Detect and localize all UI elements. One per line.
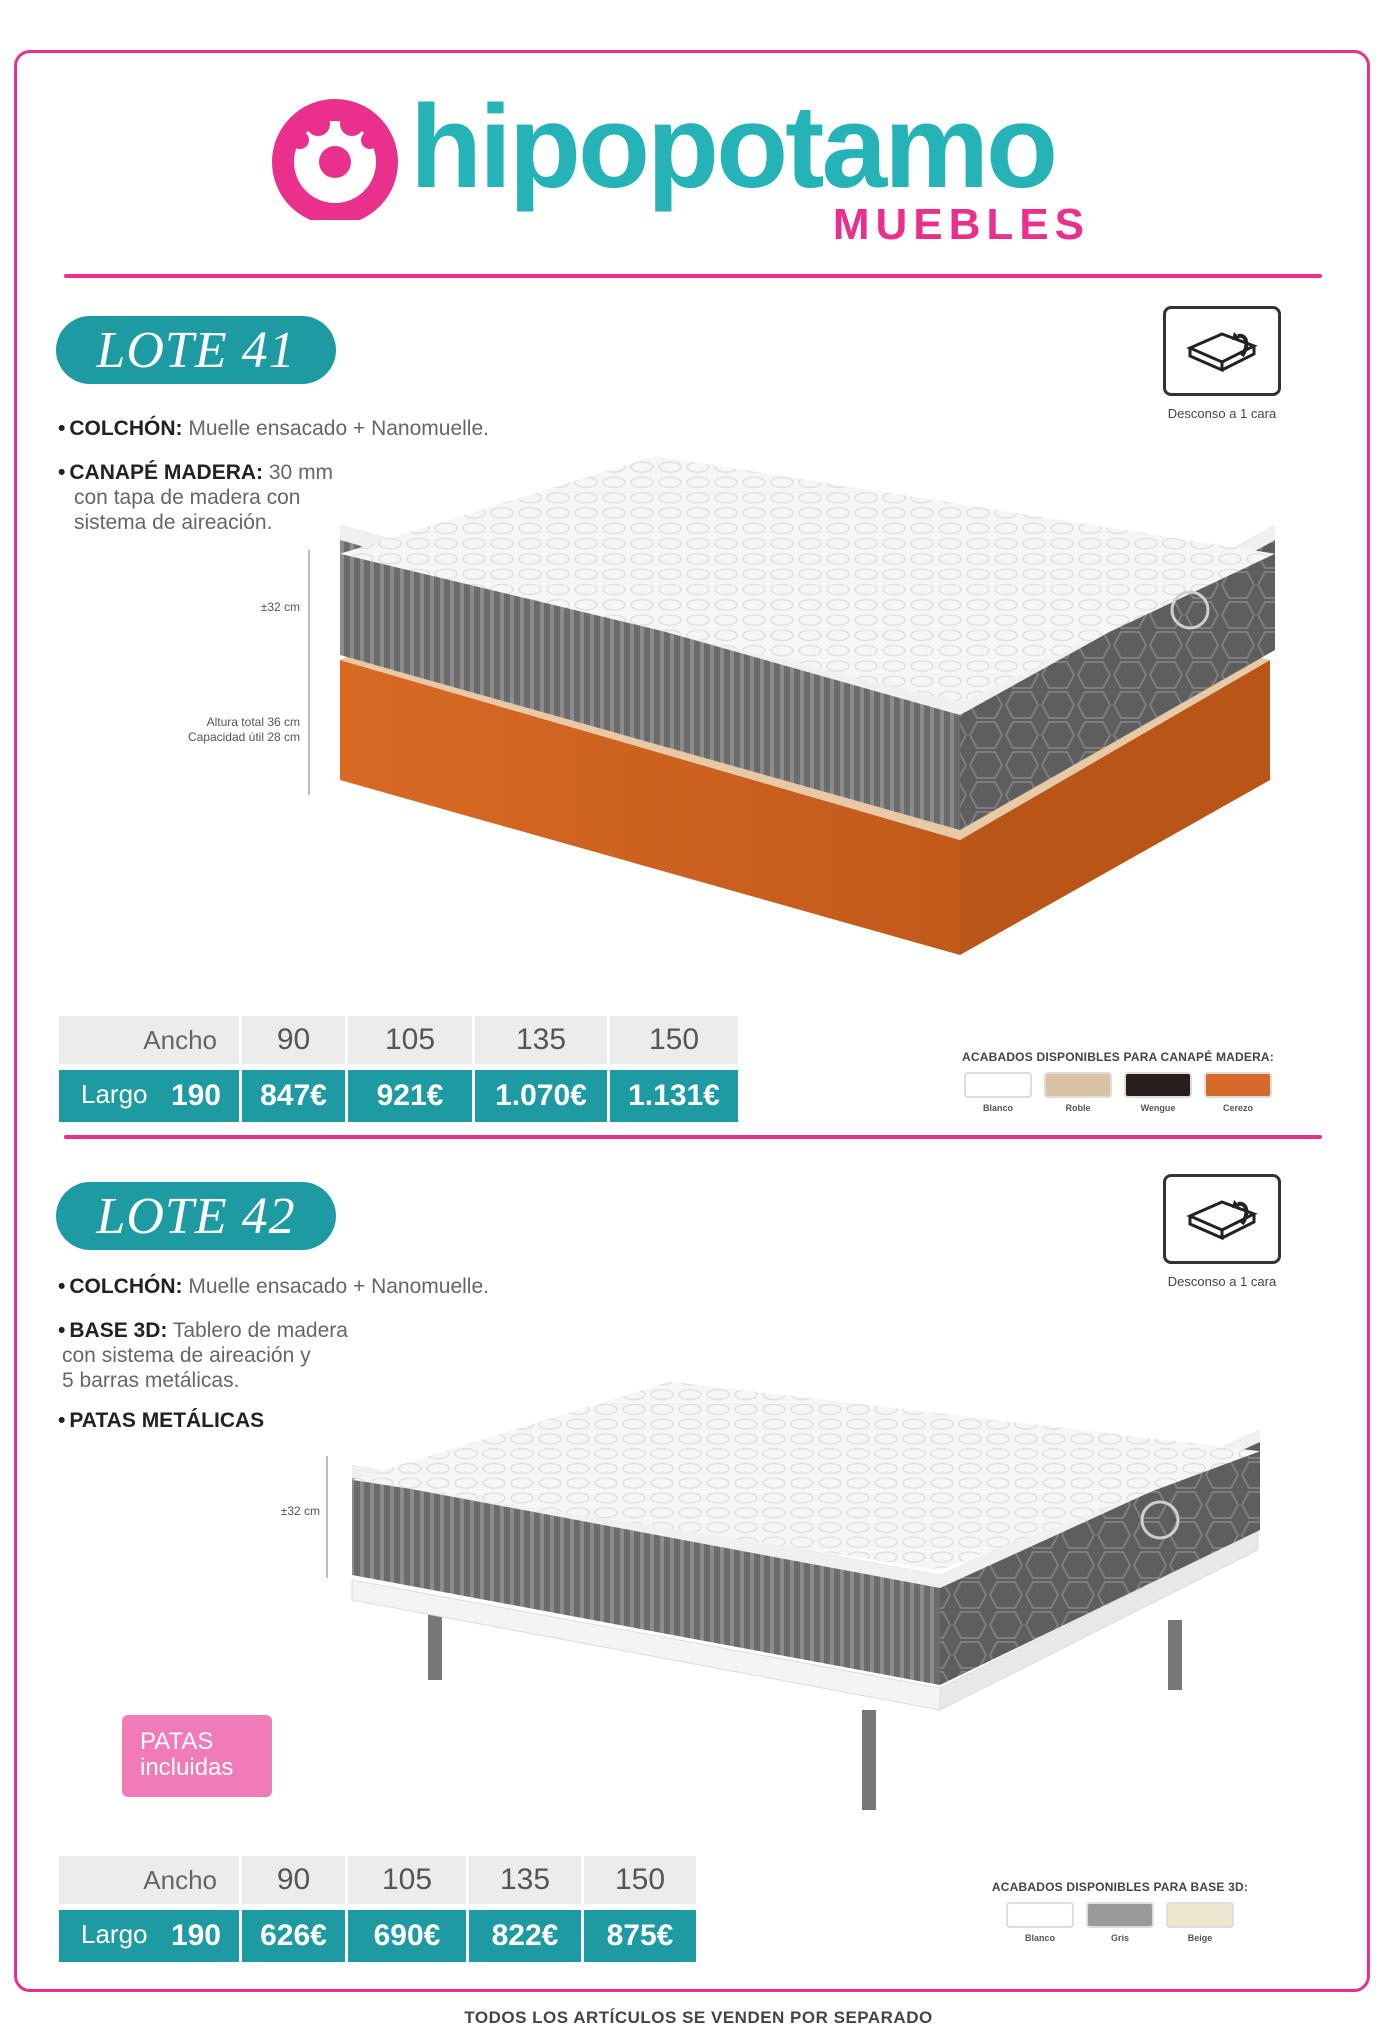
finish-swatches [948,1072,1288,1113]
spec-text-line: con tapa de madera con [74,486,301,509]
finish-swatch [1166,1902,1234,1943]
brand-logo [270,80,1090,260]
width-cell: 150 [610,1016,738,1064]
largo-cell [59,1070,239,1122]
spec-text: 30 mm [268,461,334,484]
price-cell: 1.070€ [475,1070,607,1122]
price-cell: 875€ [584,1910,696,1962]
width-cell: 105 [348,1856,466,1904]
price-cell: 690€ [348,1910,466,1962]
largo-value: 190 [170,1919,221,1952]
finish-label: Roble [1065,1103,1091,1113]
width-cell: 90 [242,1016,345,1064]
finish-label: Blanco [1024,1933,1055,1943]
dimension-line [308,550,310,795]
price-cell: 822€ [469,1910,581,1962]
finish-label: Wengue [1140,1103,1176,1113]
width-cell: 135 [469,1856,581,1904]
lote-42-spec-patas: • PATAS METÁLICAS [58,1409,265,1432]
finish-label: Beige [1187,1933,1213,1943]
lote-42-price-table [56,1856,699,1962]
lote-41-care-badge [1162,306,1282,421]
price-cell: 1.131€ [610,1070,738,1122]
brand-name: hipopotamo [410,81,1056,213]
finish-color [1086,1902,1154,1928]
patas-line-1: PATAS [140,1728,214,1755]
finish-color [1006,1902,1074,1928]
spec-label: BASE 3D: [69,1319,168,1342]
lote-42-spec-base: • BASE 3D: Tablero de madera con sistema de aireación y 5 barras metálicas. [58,1319,348,1392]
lote-41-title: LOTE 41 [56,316,336,384]
finish-color [1204,1072,1272,1098]
lote-42-spec-colchon: • COLCHÓN: Muelle ensacado + Nanomuelle. [58,1275,489,1298]
spec-text-line: 5 barras metálicas. [62,1369,240,1392]
finish-color [1044,1072,1112,1098]
dimension-total [110,715,300,745]
finish-label: Blanco [982,1103,1013,1113]
finish-swatch [964,1072,1032,1113]
largo-value: 190 [170,1079,221,1112]
largo-label: Largo [81,1919,148,1949]
finish-label: Gris [1110,1933,1129,1943]
lote-42-title: LOTE 42 [56,1182,336,1250]
width-cell: 135 [475,1016,607,1064]
lote-41-spec-canape: • CANAPÉ MADERA: 30 mm con tapa de madera con sistema de aireación. [58,461,334,534]
spec-label: CANAPÉ MADERA: [69,461,264,484]
spec-label: COLCHÓN: [69,417,183,440]
width-row [59,1016,738,1064]
price-cell: 921€ [348,1070,472,1122]
width-cell: 150 [584,1856,696,1904]
lote-41-price-table [56,1016,741,1122]
ancho-label: Ancho [59,1016,239,1064]
width-cell: 105 [348,1016,472,1064]
lote-42-finishes [980,1880,1260,1943]
finishes-title: ACABADOS DISPONIBLES PARA CANAPÉ MADERA: [961,1050,1274,1064]
spec-text-line: sistema de aireación. [74,511,273,534]
canape-bed-image [320,450,1280,970]
dimension-capacity: Capacidad útil 28 cm [187,730,300,744]
dimension-line [326,1456,328,1578]
width-row [59,1856,696,1904]
legs-included-badge [122,1715,272,1797]
lote-41-finishes [948,1050,1288,1113]
finish-swatch [1006,1902,1074,1943]
finish-color [964,1072,1032,1098]
care-label: Desconso a 1 cara [1167,406,1277,421]
dimension-mattress: ±32 cm [260,600,300,614]
price-row [59,1910,696,1962]
finish-swatch [1204,1072,1272,1113]
divider-middle [64,1135,1322,1139]
largo-cell [59,1910,239,1962]
lote-42-care-badge [1162,1174,1282,1289]
brand-subtitle: MUEBLES [832,200,1090,249]
largo-label: Largo [81,1079,148,1109]
footer-note: TODOS LOS ARTÍCULOS SE VENDEN POR SEPARADO [464,2008,933,2027]
spec-label: PATAS METÁLICAS [69,1409,265,1432]
price-cell: 847€ [242,1070,345,1122]
one-side-mattress-icon [1163,1174,1281,1264]
hippo-logo-icon [270,90,400,220]
finish-swatch [1044,1072,1112,1113]
finish-swatches [980,1902,1260,1943]
price-cell: 626€ [242,1910,345,1962]
care-label: Desconso a 1 cara [1167,1274,1277,1289]
one-side-mattress-icon [1163,306,1281,396]
spec-label: COLCHÓN: [69,1275,183,1298]
dimension-total-height: Altura total 36 cm [206,715,300,729]
divider-top [64,274,1322,278]
spec-text: Muelle ensacado + Nanomuelle. [188,417,489,440]
price-row [59,1070,738,1122]
finish-label: Cerezo [1222,1103,1253,1113]
base-3d-bed-image [340,1370,1280,1820]
finish-color [1166,1902,1234,1928]
spec-text: Muelle ensacado + Nanomuelle. [188,1275,489,1298]
dimension-mattress: ±32 cm [280,1504,320,1518]
spec-text-line: con sistema de aireación y [62,1344,311,1367]
finish-color [1124,1072,1192,1098]
lote-41-spec-colchon: • COLCHÓN: Muelle ensacado + Nanomuelle. [58,417,489,440]
finish-swatch [1086,1902,1154,1943]
ancho-label: Ancho [59,1856,239,1904]
width-cell: 90 [242,1856,345,1904]
spec-text: Tablero de madera [172,1319,348,1342]
finishes-title: ACABADOS DISPONIBLES PARA BASE 3D: [991,1880,1249,1894]
finish-swatch [1124,1072,1192,1113]
patas-line-2: incluidas [140,1754,234,1781]
